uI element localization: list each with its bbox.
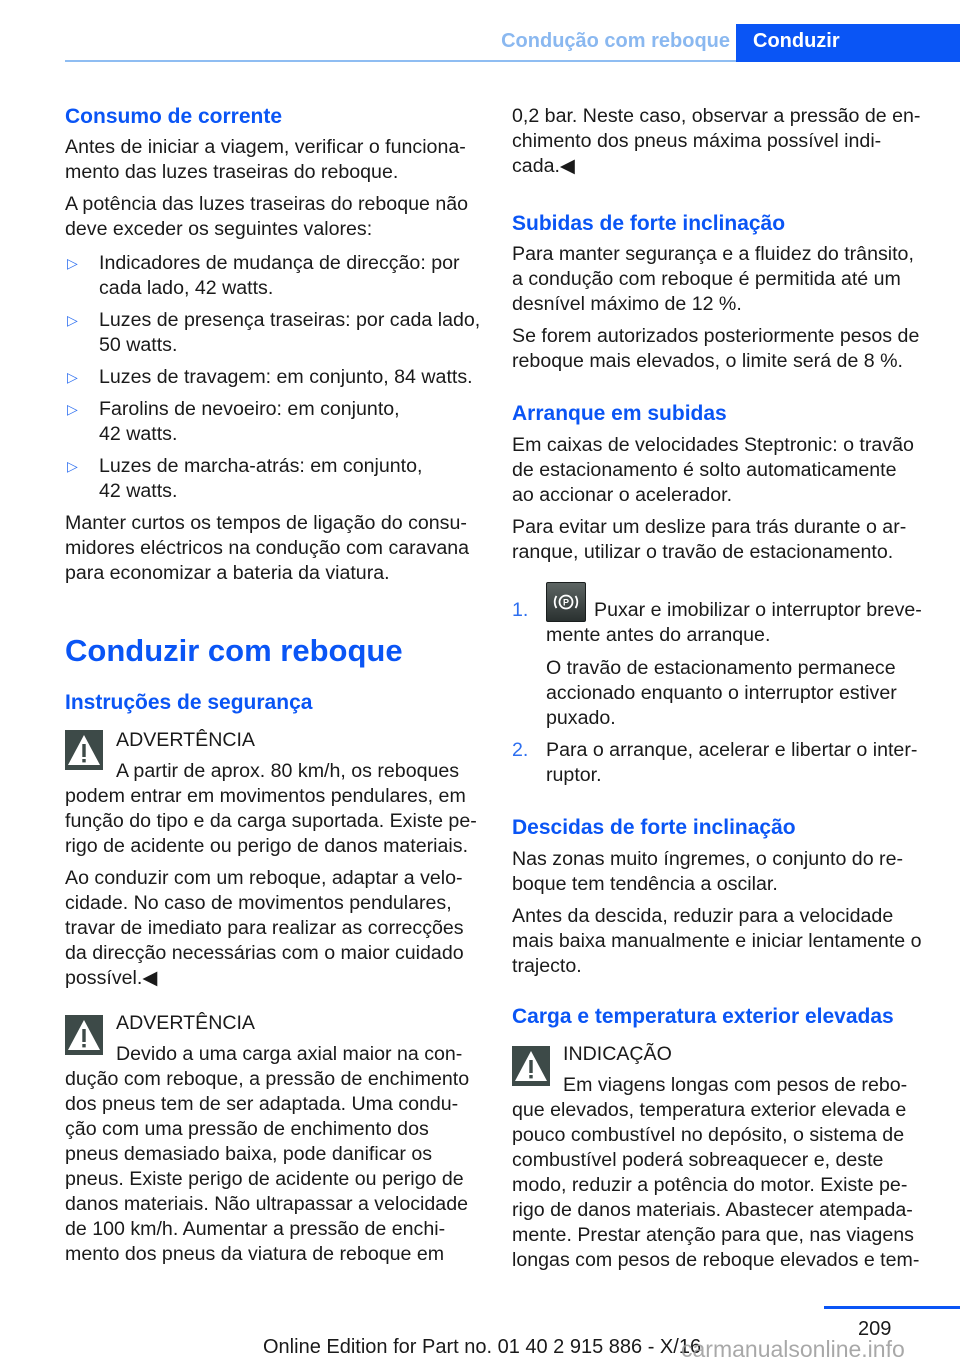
text-line: chimento dos pneus máxima possível indi- <box>512 130 882 152</box>
text-line: longas com pesos de reboque elevados e tem- <box>512 1249 920 1271</box>
edition-text: Online Edition for Part no. 01 40 2 915 886 - X/16 <box>263 1336 702 1358</box>
heading-arranque: Arranque em subidas <box>512 402 727 425</box>
text-line: podem entrar em movimentos pendulares, em <box>65 785 466 807</box>
text-line: deve exceder os seguintes valores: <box>65 218 373 240</box>
list-item: 50 watts. <box>99 334 178 356</box>
list-item: Luzes de presença traseiras: por cada lado, <box>99 309 481 331</box>
heading-consumo: Consumo de corrente <box>65 105 283 128</box>
section-title: Conduzir com reboque <box>65 633 403 668</box>
text-line: travar de imediato para realizar as correcções <box>65 917 464 939</box>
text-line: da direcção necessárias com o maior cuidado <box>65 942 464 964</box>
warning-icon <box>65 1015 103 1055</box>
text-line: accionado enquanto o interruptor estiver <box>546 682 897 704</box>
triangle-bullet-icon: ▷ <box>67 255 78 271</box>
text-line: mente antes do arranque. <box>546 624 771 646</box>
text-line: A partir de aprox. 80 km/h, os reboques <box>116 760 460 782</box>
text-line: desnível máximo de 12 %. <box>512 293 742 315</box>
text-line: trajecto. <box>512 955 582 977</box>
text-line: função do tipo e da carga suportada. Existe pe- <box>65 810 477 832</box>
text-line: de 100 km/h. Aumentar a pressão de enchi- <box>65 1218 446 1240</box>
text-line: danos materiais. Não ultrapassar a velocidade <box>65 1193 468 1215</box>
heading-carga: Carga e temperatura exterior elevadas <box>512 1005 894 1028</box>
heading-descidas: Descidas de forte inclinação <box>512 816 796 839</box>
warning-label: ADVERTÊNCIA <box>116 729 256 751</box>
text-line: ruptor. <box>546 764 602 786</box>
warning-label: ADVERTÊNCIA <box>116 1012 256 1034</box>
text-line: a condução com reboque é permitida até um <box>512 268 901 290</box>
triangle-bullet-icon: ▷ <box>67 401 78 417</box>
text-line: mento dos pneus da viatura de reboque em <box>65 1243 445 1265</box>
text-line: rigo de danos materiais. Abastecer atempada- <box>512 1199 913 1221</box>
text-line: ao accionar o acelerador. <box>512 484 733 506</box>
text-line: pneus. Existe perigo de acidente ou perigo de <box>65 1168 464 1190</box>
text-line: Nas zonas muito íngremes, o conjunto do re- <box>512 848 903 870</box>
step-number: 1. <box>512 599 529 621</box>
text-line: midores eléctricos na condução com caravana <box>65 537 470 559</box>
text-line: que elevados, temperatura exterior elevada e <box>512 1099 907 1121</box>
text-line: mais baixa manualmente e iniciar lentamente o <box>512 930 922 952</box>
triangle-bullet-icon: ▷ <box>67 458 78 474</box>
list-item: 42 watts. <box>99 480 178 502</box>
list-item: Luzes de marcha-atrás: em conjunto, <box>99 455 423 477</box>
text-line: A potência das luzes traseiras do reboque não <box>65 193 469 215</box>
heading-subidas: Subidas de forte inclinação <box>512 212 786 235</box>
text-line: dos pneus tem de ser adaptada. Uma condu- <box>65 1093 459 1115</box>
text-line: 0,2 bar. Neste caso, observar a pressão de en- <box>512 105 921 127</box>
text-line: Manter curtos os tempos de ligação do consu- <box>65 512 467 534</box>
text-line: O travão de estacionamento permanece <box>546 657 896 679</box>
text-line: Ao conduzir com um reboque, adaptar a velo- <box>65 867 463 889</box>
text-line: cada.◀ <box>512 155 576 177</box>
list-item: cada lado, 42 watts. <box>99 277 274 299</box>
text-line: puxado. <box>546 707 616 729</box>
footer-rule <box>824 1306 960 1309</box>
text-line: Antes de iniciar a viagem, verificar o funciona- <box>65 136 466 158</box>
chapter-tab <box>736 24 960 62</box>
breadcrumb: Condução com reboque <box>501 30 730 52</box>
step-number: 2. <box>512 739 529 761</box>
text-line: Em viagens longas com pesos de rebo- <box>563 1074 908 1096</box>
text-line: para economizar a bateria da viatura. <box>65 562 390 584</box>
list-item: Indicadores de mudança de direcção: por <box>99 252 460 274</box>
text-line: combustível poderá sobreaquecer e, deste <box>512 1149 884 1171</box>
text-line: cidade. No caso de movimentos pendulares, <box>65 892 452 914</box>
text-line: pneus demasiado baixa, pode danificar os <box>65 1143 433 1165</box>
text-line: modo, reduzir a potência do motor. Existe pe- <box>512 1174 908 1196</box>
text-line: Para evitar um deslize para trás durante o ar- <box>512 516 907 538</box>
text-line: Devido a uma carga axial maior na con- <box>116 1043 463 1065</box>
text-line: Puxar e imobilizar o interruptor breve- <box>594 599 922 621</box>
parking-brake-button-icon <box>546 582 586 622</box>
text-line: ranque, utilizar o travão de estacionamento. <box>512 541 894 563</box>
text-line: pouco combustível no depósito, o sistema de <box>512 1124 905 1146</box>
warning-icon <box>65 730 103 770</box>
triangle-bullet-icon: ▷ <box>67 312 78 328</box>
text-line: dução com reboque, a pressão de enchimento <box>65 1068 470 1090</box>
triangle-bullet-icon: ▷ <box>67 369 78 385</box>
list-item: Farolins de nevoeiro: em conjunto, <box>99 398 400 420</box>
svg-text:P: P <box>562 597 570 608</box>
page-number: 209 <box>858 1318 892 1340</box>
list-item: Luzes de travagem: em conjunto, 84 watts. <box>99 366 473 388</box>
header-rule <box>65 60 736 62</box>
text-line: Se forem autorizados posteriormente pesos de <box>512 325 920 347</box>
text-line: possível.◀ <box>65 967 158 989</box>
text-line: rigo de acidente ou perigo de danos materiais. <box>65 835 469 857</box>
text-line: Antes da descida, reduzir para a velocidade <box>512 905 894 927</box>
list-item: 42 watts. <box>99 423 178 445</box>
text-line: reboque mais elevados, o limite será de 8 %. <box>512 350 903 372</box>
text-line: ção com uma pressão de enchimento dos <box>65 1118 429 1140</box>
watermark: carmanualsonline.info <box>681 1336 905 1362</box>
heading-seguranca: Instruções de segurança <box>65 691 313 714</box>
text-line: Para o arranque, acelerar e libertar o inter- <box>546 739 918 761</box>
note-label: INDICAÇÃO <box>563 1043 672 1065</box>
chapter-tab-label: Conduzir <box>753 30 840 52</box>
warning-icon <box>512 1046 550 1086</box>
text-line: Para manter segurança e a fluidez do trânsito, <box>512 243 914 265</box>
text-line: Em caixas de velocidades Steptronic: o travão <box>512 434 914 456</box>
text-line: mente. Prestar atenção para que, nas viagens <box>512 1224 914 1246</box>
text-line: de estacionamento é solto automaticamente <box>512 459 897 481</box>
text-line: boque tem tendência a oscilar. <box>512 873 778 895</box>
text-line: mento das luzes traseiras do reboque. <box>65 161 399 183</box>
